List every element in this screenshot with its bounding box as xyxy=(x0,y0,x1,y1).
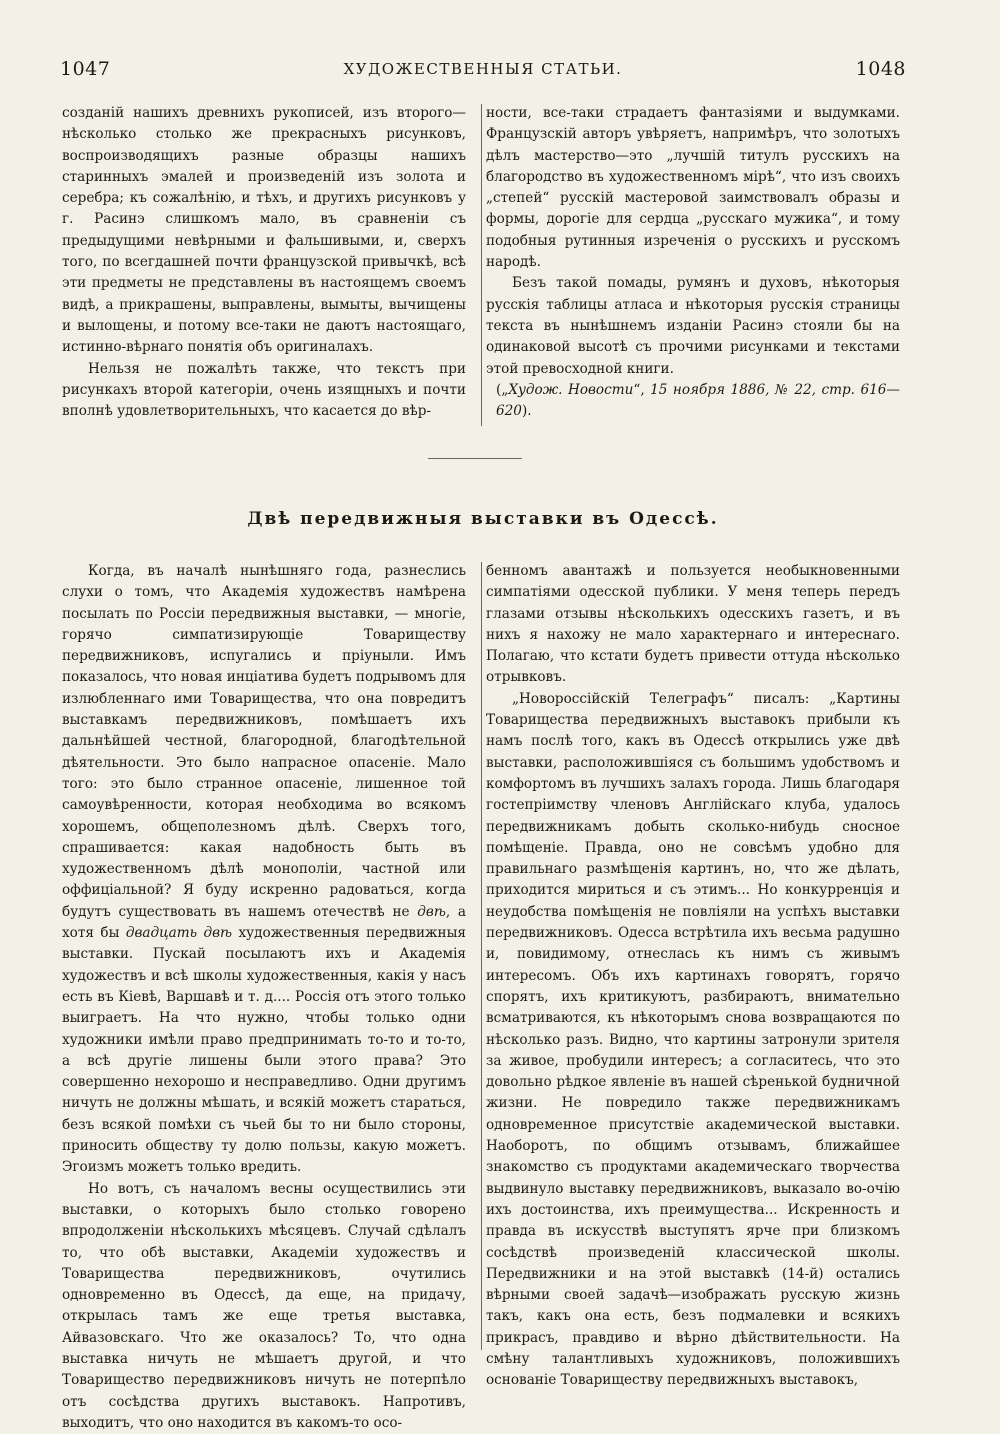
page-number-right: 1048 xyxy=(855,58,906,80)
citation-date: 15 ноября 1886, № 22, стр. 616—620 xyxy=(496,381,901,420)
column-divider xyxy=(481,104,482,426)
paragraph: Безъ такой помады, румянъ и духовъ, нѣкоторыя русскія таблицы атласа и нѣкоторыя русскія страницы текста въ нынѣшнемъ изданіи Расинэ стояли бы на одинаковой высотѣ съ прочими рисунками и текстами этой превосходной книги. xyxy=(486,275,900,377)
emphasis: двѣ xyxy=(417,903,446,920)
column-divider xyxy=(481,562,482,1350)
paragraph: Но вотъ, съ началомъ весны осуществились эти выставки, о которыхъ было столько говорено впродолженіи нѣсколькихъ мѣсяцевъ. Случай сдѣлалъ то, что обѣ выставки, Академіи художествъ и Товарищества передвижниковъ, очутились одновременно въ Одессѣ, да еще, на придачу, открылась тамъ же еще третья выставка, Айвазовскаго. Что же оказалось? То, что одна выставка ничуть не мѣшаетъ другой, и что Товарищество передвижниковъ ничуть не потерпѣло отъ сосѣдства другихъ выставокъ. Напротивъ, выходитъ, что оно находится въ какомъ-то осо- xyxy=(62,1180,466,1431)
emphasis: двадцать двѣ xyxy=(125,925,233,942)
citation-source: Худож. Новости xyxy=(508,381,634,398)
page-header xyxy=(60,58,906,86)
paragraph: созданій нашихъ древнихъ рукописей, изъ второго— нѣсколько столько же прекрасныхъ рисунковъ, воспроизводящихъ разные образцы нашихъ старинныхъ эмалей и произведеній изъ золота и серебра; къ сожалѣнію, и тѣхъ, и другихъ рисунковъ у г. Расинэ слишкомъ мало, въ сравненіи съ предыдущими невѣрными и фальшивыми, и, сверхъ того, по всегдашней почти французской привычкѣ, всѣ эти предметы не представлены въ настоящемъ своемъ видѣ, а прикрашены, выправлены, вымыты, вычищены и вылощены, и потому все-таки не даютъ настоящаго, истинно-вѣрнаго понятія объ оригиналахъ. xyxy=(62,105,466,356)
section-separator xyxy=(428,458,522,459)
paragraph: бенномъ авантажѣ и пользуется необыкновенными симпатіями одесской публики. У меня теперь передъ глазами отзывы нѣсколькихъ одесскихъ газетъ, и въ нихъ я нахожу не мало характернаго и интереснаго. Полагаю, что кстати будетъ привести оттуда нѣсколько отрывковъ. xyxy=(486,563,900,686)
paragraph: „Новороссійскій Телеграфъ“ писалъ: „Картины Товарищества передвижныхъ выставокъ прибыли къ намъ послѣ того, какъ въ Одессѣ открылись уже двѣ выставки, расположившіяся съ большимъ удобствомъ и комфортомъ въ лучшихъ залахъ города. Лишь благодаря гостепріимству членовъ Англійскаго клуба, удалось передвижникамъ добыть сколько-нибудь сносное помѣщеніе. Правда, оно не совсѣмъ удобно для правильнаго размѣщенія картинъ, но, что же дѣлать, приходится мириться и съ этимъ... Но конкурренція и неудобства помѣщенія не повліяли на успѣхъ выставки передвижниковъ. Одесса встрѣтила ихъ весьма радушно и, повидимому, отнеслась къ нимъ съ живымъ интересомъ. Объ ихъ картинахъ говорятъ, горячо спорятъ, ихъ критикуютъ, разбираютъ, внимательно всматриваются, къ нѣкоторымъ снова возвращаются по нѣсколько разъ. Видно, что картины затронули зрителя за живое, пробудили интересъ; а согласитесь, что это довольно рѣдкое явленіе въ нашей сѣренькой будничной жизни. Не повредило также передвижникамъ одновременное присутствіе академической выставки. Наоборотъ, по общимъ отзывамъ, ближайшее знакомство съ продуктами академическаго творчества выдвинуло выставку передвижниковъ, выказало во-очію ихъ достоинства, ихъ преимущества... Искренность и правда въ искусствѣ выступятъ ярче при близкомъ сосѣдствѣ произведеній классической школы. Передвижники и на этой выставкѣ (14-й) остались вѣрными своей задачѣ—изображать русскую жизнь такъ, какъ она есть, безъ подмалевки и всякихъ прикрасъ, правдиво и вѣрно дѣйствительности. На смѣну талантливыхъ художниковъ, положившихъ основаніе Товариществу передвижныхъ выставокъ, xyxy=(486,690,900,1389)
running-title: ХУДОЖЕСТВЕННЫЯ СТАТЬИ. xyxy=(343,60,623,78)
paragraph: Нельзя не пожалѣть также, что текстъ при рисункахъ второй категоріи, очень изящныхъ и почти вполнѣ удовлетворительныхъ, что касается до вѣр- xyxy=(62,360,466,420)
article-right-column xyxy=(486,561,900,1392)
paragraph: Когда, въ началѣ нынѣшняго года, разнеслись слухи о томъ, что Академія художествъ намѣрена посылать по Россіи передвижныя выставки, — многіе, горячо симпатизирующіе Товариществу передвижниковъ, испугались и пріуныли. Имъ показалось, что новая инціатива будетъ подрывомъ для излюбленнаго ими Товарищества, что она повредитъ выставкамъ передвижниковъ, помѣшаетъ ихъ дальнѣйшей честной, благородной, благодѣтельной дѣятельности. Это было напрасное опасеніе. Мало того: это было странное опасеніе, лишенное той самоувѣренности, которая необходима во всякомъ хорошемъ, общеполезномъ дѣлѣ. Сверхъ того, спрашивается: какая надобность быть въ художественномъ дѣлѣ монополіи, частной или оффиціальной? Я буду искренно радоваться, когда будутъ существовать въ нашемъ отечествѣ не двѣ, а хотя бы двадцать двѣ художественныя передвижныя выставки. Пускай посылаютъ ихъ и Академія художествъ и всѣ школы художественныя, какія у насъ есть въ Кіевѣ, Варшавѣ и т. д.... Россія отъ этого только выиграетъ. На что нужно, чтобы только одни художники имѣли право предпринимать то-то и то-то, а всѣ другіе лишены были этого права? Это совершенно нехорошо и несправедливо. Одни другимъ ничуть не должны мѣшать, и всякій можетъ стараться, безъ всякой помѣхи съ чьей бы то ни было стороны, приносить обществу ту долю пользы, какую можетъ. Эгоизмъ можетъ только вредить. xyxy=(62,563,466,1176)
article-left-column xyxy=(62,561,466,1434)
article-title: Двѣ передвижныя выставки въ Одессѣ. xyxy=(247,509,719,529)
citation: („Худож. Новости“, 15 ноября 1886, № 22, стр. 616—620). xyxy=(496,381,901,420)
page-number-left: 1047 xyxy=(60,58,111,80)
top-right-column xyxy=(486,103,900,422)
top-left-column xyxy=(62,103,466,422)
paragraph: ности, все-таки страдаетъ фантазіями и выдумками. Французскій авторъ увѣряетъ, напримѣръ, что золотыхъ дѣлъ мастерство—это „лучшій титулъ русскихъ на благородство въ художественномъ мірѣ“, что изъ своихъ „степей“ русскій мастеровой заимствовалъ образы и формы, дорогіе для сердца „русскаго мужика“, и тому подобныя рутинныя изреченія о русскихъ и русскомъ народѣ. xyxy=(486,105,900,271)
